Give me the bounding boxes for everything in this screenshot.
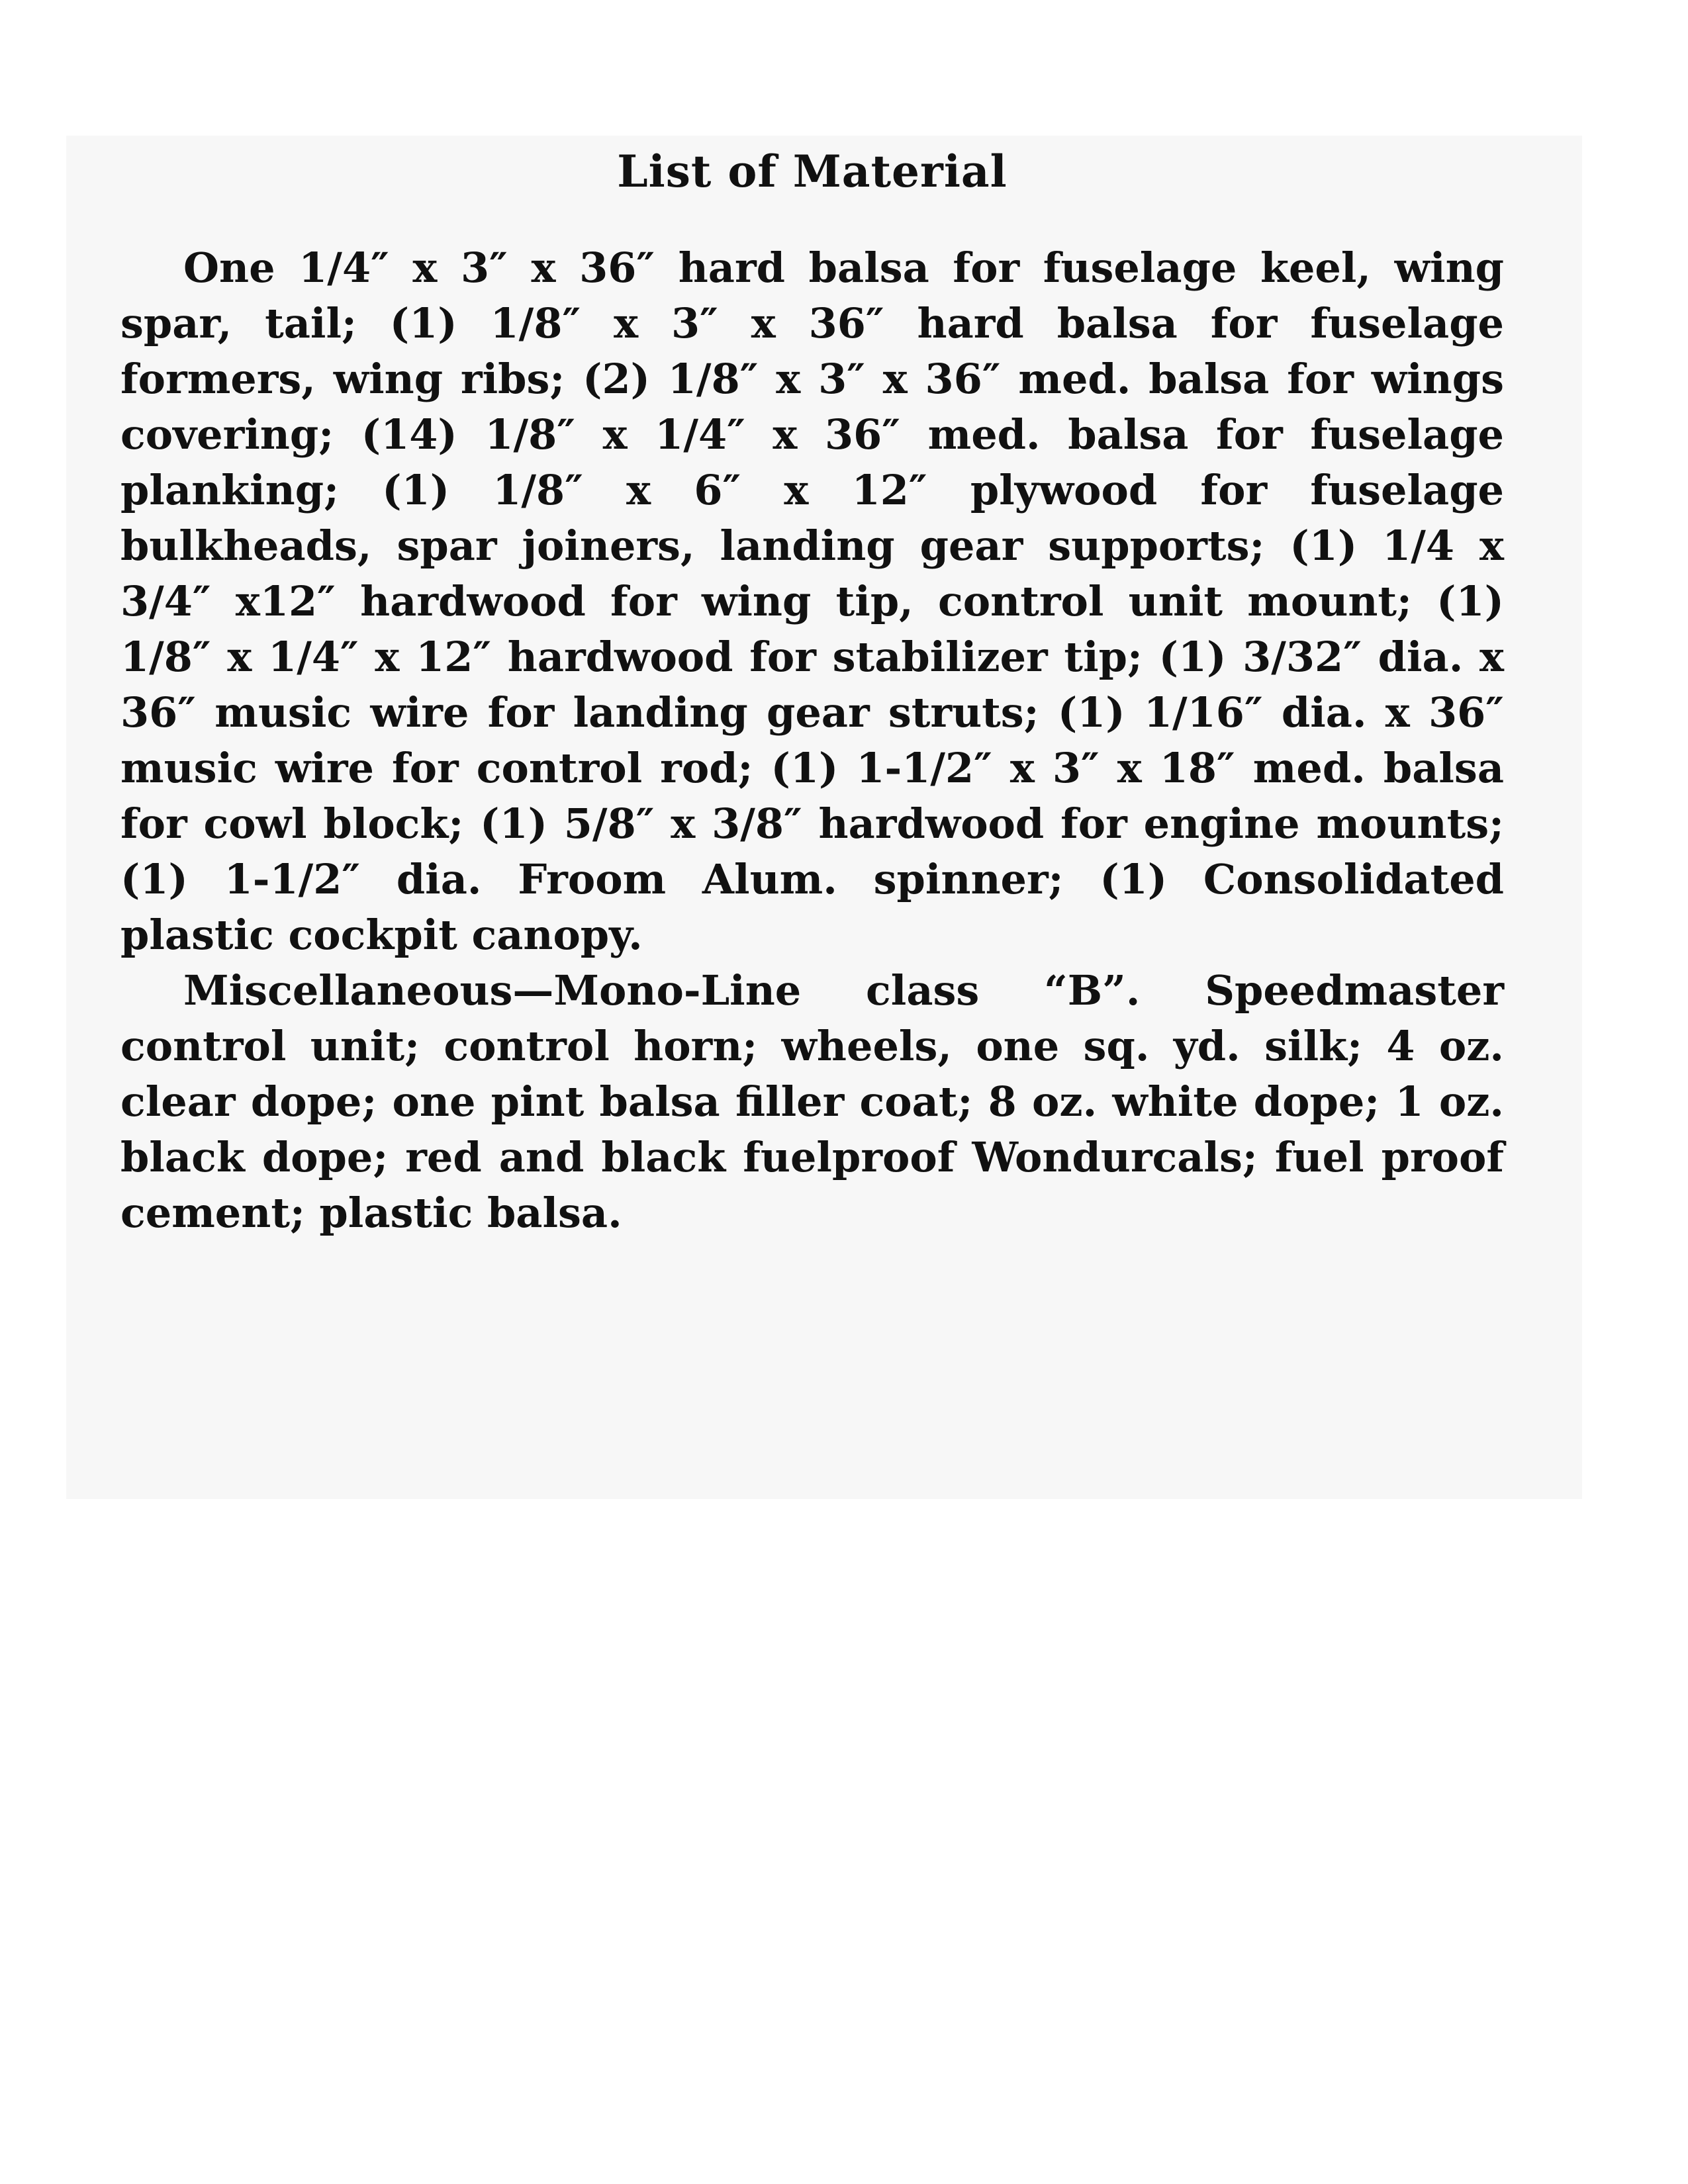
page-title: List of Material	[617, 146, 1008, 197]
materials-paragraph: One 1/4″ x 3″ x 36″ hard balsa for fuselage keel, wing spar, tail; (1) 1/8″ x 3″ x 36″ hard balsa for fuselage formers, wing ribs; (2) 1/8″ x 3″ x 36″ med. balsa for wings covering; (14) 1/8″ x 1/4″ x 36″ med. balsa for fuselage planking; (1) 1/8″ x 6″ x 12″ plywood for fuselage bulkheads, spar joiners, landing gear supports; (1) 1/4 x 3/4″ x12″ hardwood for wing tip, control unit mount; (1) 1/8″ x 1/4″ x 12″ hardwood for stabilizer tip; (1) 3/32″ dia. x 36″ music wire for landing gear struts; (1) 1/16″ dia. x 36″ music wire for control rod; (1) 1-1/2″ x 3″ x 18″ med. balsa for cowl block; (1) 5/8″ x 3/8″ hardwood for engine mounts; (1) 1-1/2″ dia. Froom Alum. spinner; (1) Consolidated plastic cockpit canopy.	[120, 244, 1504, 960]
miscellaneous-paragraph: Miscellaneous—Mono-Line class “B”. Speedmaster control unit; control horn; wheels, one sq. yd. silk; 4 oz. clear dope; one pint balsa filler coat; 8 oz. white dope; 1 oz. black dope; red and black fuelproof Wondurcals; fuel proof cement; plastic balsa.	[120, 966, 1504, 1238]
material-list	[120, 146, 1504, 1241]
